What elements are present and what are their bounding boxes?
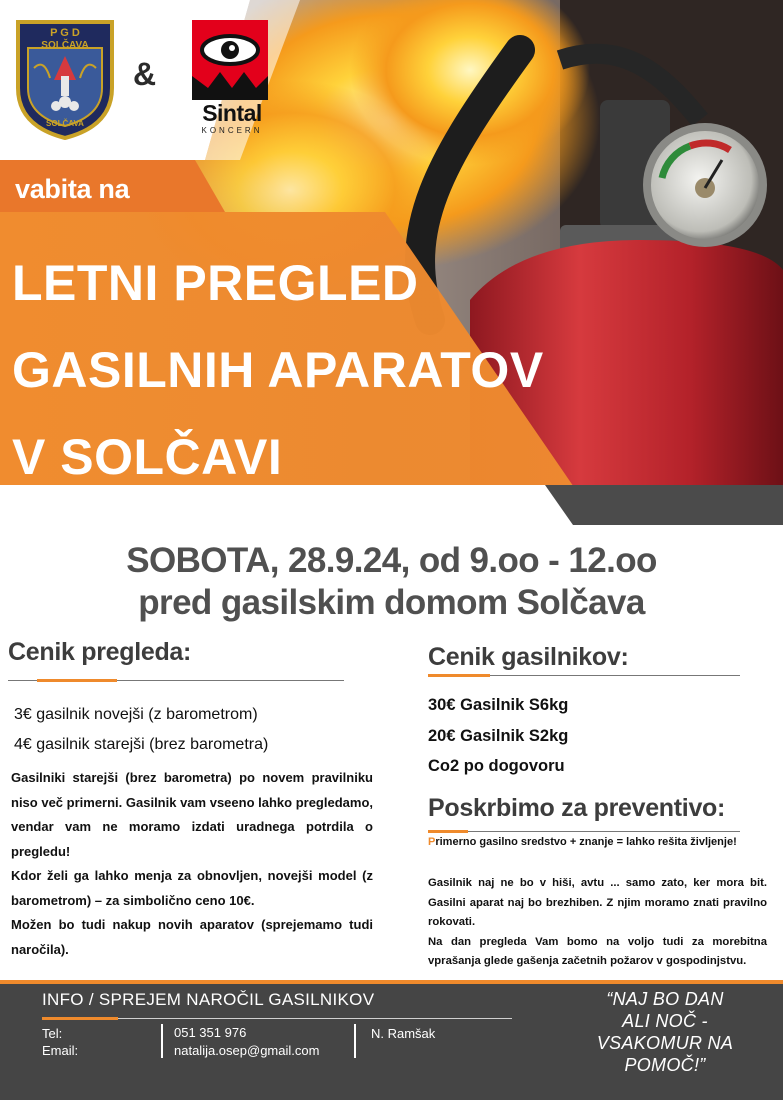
cenik-gasilnikov-accent (428, 674, 490, 677)
note-paragraph: Možen bo tudi nakup novih aparatov (sprejemamo tudi naročila). (11, 917, 373, 957)
list-item: Co2 po dogovoru (428, 757, 565, 775)
cenik-pregleda-heading: Cenik pregleda: (8, 638, 192, 666)
footer-motto (570, 988, 760, 1076)
preventiva-tagline (428, 836, 737, 848)
hero-title-line-2: GASILNIH APARATOV (12, 342, 544, 398)
extinguisher-price-list (428, 690, 568, 782)
ampersand: & (133, 56, 157, 92)
contact-name: N. Ramšak (371, 1026, 436, 1041)
motto-line: “NAJ BO DAN (606, 989, 724, 1009)
cenik-pregleda-accent (37, 679, 117, 682)
footer-accent (42, 1017, 118, 1020)
preventiva-accent (428, 830, 468, 833)
list-item: 30€ Gasilnik S6kg (428, 696, 569, 714)
preventiva-text (428, 874, 767, 972)
sintal-sub: KONCERN (201, 126, 263, 135)
motto-line: ALI NOČ - (622, 1011, 708, 1031)
hero-title-line-3: V SOLČAVI (12, 429, 283, 485)
inspection-price-list (14, 700, 268, 760)
preventiva-heading: Poskrbimo za preventivo: (428, 794, 726, 822)
inspection-notes (11, 766, 373, 962)
tel-label: Tel: (42, 1026, 63, 1041)
tagline-text: rimerno gasilno sredstvo + znanje = lahko rešita življenje! (435, 836, 737, 848)
list-item: 20€ Gasilnik S2kg (428, 726, 569, 745)
preventiva-paragraph: Na dan pregleda Vam bomo na voljo tudi za morebitna vprašanja glede gašenja začetnih požarov v gospodinjstvu. (428, 935, 767, 967)
preventiva-rule (428, 831, 740, 832)
email-label: Email: (42, 1043, 79, 1058)
hero-banner (0, 0, 783, 525)
invite-text: vabita na (15, 174, 130, 204)
footer (0, 984, 783, 1100)
event-date-time: SOBOTA, 28.9.24, od 9.oo - 12.oo (126, 541, 657, 580)
note-paragraph: Gasilniki starejši (brez barometra) po novem pravilniku niso več primerni. Gasilnik vam vseeno lahko pregledamo, vendar vam ne moramo izdati uradnega potrdila o pregledu! (11, 770, 373, 859)
preventiva-paragraph: Gasilnik naj ne bo v hiši, avtu ... samo zato, ker mora bit. Gasilni aparat naj bo brezhiben. Z njim moramo znati pravilno rokovati. (428, 877, 767, 928)
footer-title: INFO / SPREJEM NAROČIL GASILNIKOV (42, 990, 375, 1009)
pgd-logo-bottom-text: SOLČAVA (46, 119, 84, 128)
sintal-name: Sintal (202, 100, 262, 126)
list-item: 4€ gasilnik starejši (brez barometra) (14, 736, 269, 753)
pgd-solcava-logo (14, 18, 116, 140)
tel-value[interactable]: 051 351 976 (174, 1025, 247, 1040)
hero-title-line-1: LETNI PREGLED (12, 255, 419, 311)
motto-line: VSAKOMUR NA (596, 1033, 734, 1053)
motto-line: POMOČ!” (624, 1055, 706, 1075)
pgd-logo-top-text: P G D (50, 27, 80, 39)
hero-title (12, 240, 544, 501)
email-value[interactable]: natalija.osep@gmail.com (174, 1043, 320, 1058)
cenik-gasilnikov-heading: Cenik gasilnikov: (428, 643, 629, 671)
footer-separator (161, 1024, 163, 1058)
list-item: 3€ gasilnik novejši (z barometrom) (14, 706, 258, 723)
event-location: pred gasilskim domom Solčava (138, 583, 645, 622)
tagline-first-letter: P (428, 836, 436, 848)
event-info (0, 540, 783, 624)
note-paragraph: Kdor želi ga lahko menja za obnovljen, novejši model (z barometrom) – za simbolično ceno 10€. (11, 868, 373, 908)
pgd-logo-mid-text: SOLČAVA (41, 40, 89, 51)
footer-separator (354, 1024, 356, 1058)
